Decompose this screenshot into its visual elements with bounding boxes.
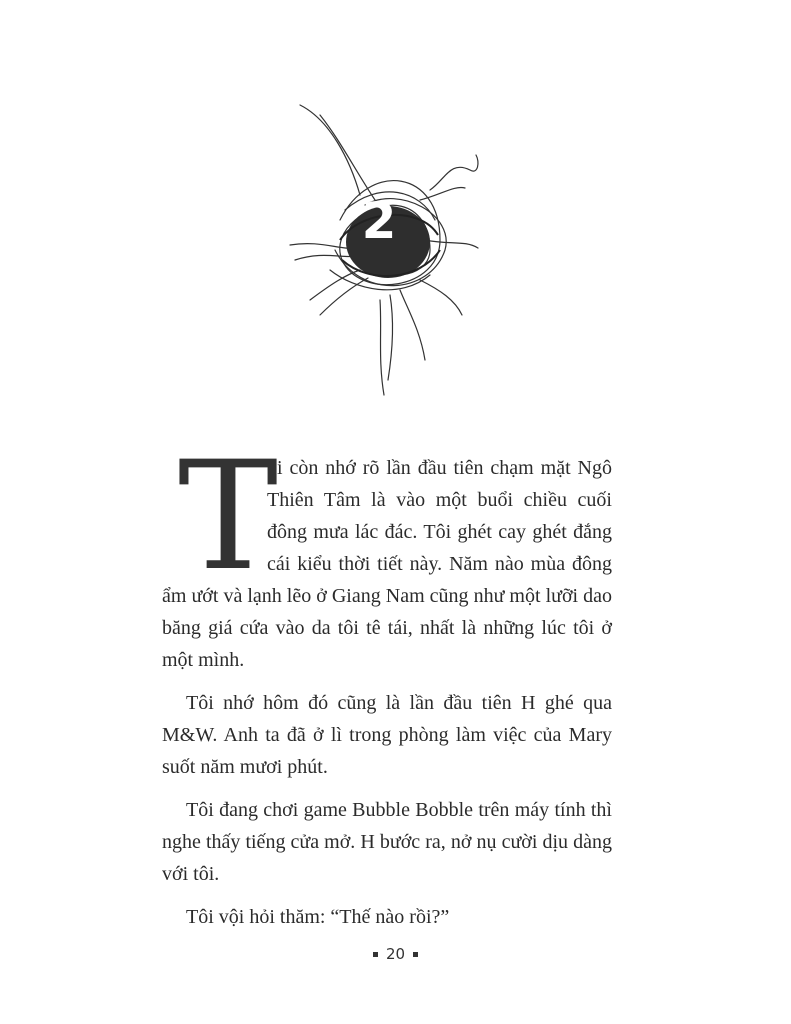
paragraph: Tôi đang chơi game Bubble Bobble trên máy tính thì nghe thấy tiếng cửa mở. H bước ra, nở nụ cười dịu dàng với tôi. — [162, 799, 612, 885]
square-bullet-icon — [413, 952, 418, 957]
paragraph: Tôi nhớ hôm đó cũng là lần đầu tiên H ghé qua M&W. Anh ta đã ở lì trong phòng làm việc của Mary suốt năm mươi phút. — [162, 692, 612, 778]
drop-cap: T — [178, 430, 279, 604]
page-footer — [0, 945, 791, 963]
chapter-number: 2 — [361, 192, 397, 250]
square-bullet-icon — [373, 952, 378, 957]
paragraph: Tôi vội hỏi thăm: “Thế nào rồi?” — [186, 906, 450, 928]
page-number: 20 — [385, 945, 406, 963]
paragraph: T ôi còn nhớ rõ lần đầu tiên chạm mặt Ngô Thiên Tâm là vào một buổi chiều cuối đông mưa lác đác. Tôi ghét cay ghét đắng cái kiểu thời tiết này. Năm nào mùa đông ẩm ướt và lạnh lẽo ở Giang Nam cũng như một lưỡi dao băng giá cứa vào da tôi tê tái, nhất là những lúc tôi ở một mình. — [162, 430, 612, 671]
chapter-text — [162, 430, 612, 933]
chapter-emblem — [280, 100, 490, 400]
